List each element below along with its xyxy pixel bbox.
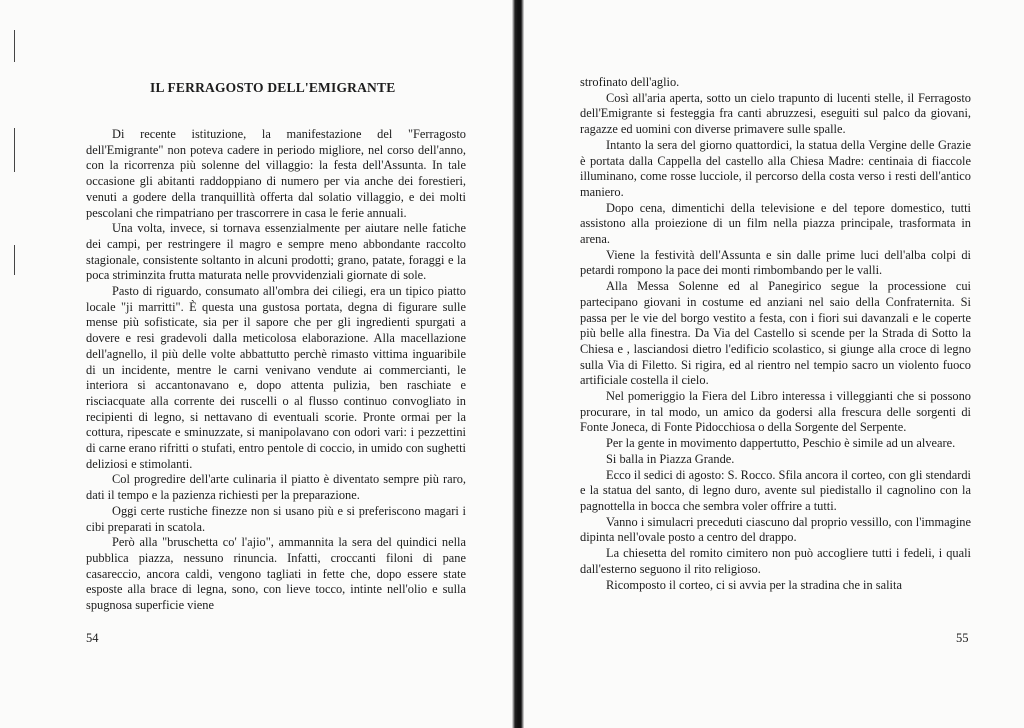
paragraph: Così all'aria aperta, sotto un cielo trapunto di lucenti stelle, il Ferragosto dell'Emigrante si festeggia fra canti abruzzesi, eseguiti sul palco da giovani, ragazze ed uomini con diverse primavere sulle spalle. — [580, 90, 971, 137]
page-number-left: 54 — [86, 631, 99, 645]
paragraph: Intanto la sera del giorno quattordici, la statua della Vergine delle Grazie è portata dalla Cappella del castello alla Chiesa Madre: centinaia di fiaccole illuminano, come rosse lucciole, il percorso della costa verso i resti dell'antico maniero. — [580, 137, 971, 199]
paragraph: La chiesetta del romito cimitero non può accogliere tutti i fedeli, i quali dall'esterno seguono il rito religioso. — [580, 546, 971, 576]
paragraph: Per la gente in movimento dappertutto, Peschio è simile ad un alveare. — [606, 436, 956, 451]
left-text-column — [86, 127, 466, 614]
paragraph: Vanno i simulacri preceduti ciascuno dal proprio vessillo, con l'immagine dipinta nell'ovale posto a centro del drappo. — [580, 514, 971, 545]
paragraph: Alla Messa Solenne ed al Panegirico segue la processione cui partecipano giovani in costume ed anziani nel saio della Confraternita. Si passa per le vie del borgo vestito a festa, con i fiori sui davanzali e le coperte più belle alla finestra. Da Via del Castello si scende per la Strada di Sotto la Chiesa e , lasciandosi dietro l'edificio scolastico, si giunge alla croce di legno sulla Via di Filetto. Si rigira, ed al rientro nel tempio sacro un violento fuoco artificiale costella il cielo. — [580, 279, 971, 388]
chapter-title: IL FERRAGOSTO DELL'EMIGRANTE — [150, 80, 396, 95]
page-number-right: 55 — [956, 631, 969, 645]
paragraph: Ecco il sedici di agosto: S. Rocco. Sfila ancora il corteo, con gli stendardi e la statua del santo, di legno duro, avente sul piedistallo il cagnolino con la pagnottella in bocca che sembra voler offrire a tutti. — [580, 467, 971, 513]
paragraph: Una volta, invece, si tornava essenzialmente per aiutare nelle fatiche dei campi, per restringere il magro e sempre meno abbondante raccolto stagionale, consistente soltanto in alcuni prodotti; grano, patate, foraggi e la poca striminzita frutta maturata nelle provvidenziali giornate di sole. — [86, 221, 466, 283]
paragraph: Di recente istituzione, la manifestazione del "Ferragosto dell'Emigrante" non poteva cadere in periodo migliore, nel corso dell'anno, con la ricorrenza più solenne del villaggio: la festa dell'Assunta. In tale occasione gli abitanti raddoppiano di numero per via anche dei forestieri, venuti a godere della tranquillità offerta dal solatio villaggio, e dei molti pescolani che rimpatriano per trascorrere in casa le ferie annuali. — [86, 127, 466, 220]
paragraph: Dopo cena, dimentichi della televisione e del tepore domestico, tutti assistono alla proiezione di un film nella piazza principale, trasformata in arena. — [580, 200, 971, 247]
margin-mark — [14, 245, 15, 275]
paragraph: Ricomposto il corteo, ci si avvia per la stradina che in salita — [606, 577, 902, 592]
margin-mark — [14, 30, 15, 62]
paragraph: Pasto di riguardo, consumato all'ombra dei ciliegi, era un tipico piatto locale "ji marritti". È questa una gustosa portata, degna di figurare sulle mense più sofisticate, sia per il sapore che per gli ingredienti spurgati a dovere e resi gradevoli dalla meticolosa elaborazione. Alla macellazione dell'agnello, il più delle volte abbattutto perchè rimasto vittima inguaribile di un incidente, mentre le carni venivano vendute ai commercianti, le interiora si accantonavano e, dopo attenta pulizia, ben raschiate e risciacquate alla corrente dei ruscelli o al flusso continuo convogliato in recipienti di legno, si nettavano di eventuali scorie. Pronte ormai per la cottura, ripescate e sminuzzate, si manipolavano con odori vari: i pezzettini di carne erano rifritti o stufati, entro pentole di coccio, in umido con sughetti deliziosi e stimolanti. — [86, 284, 466, 471]
margin-mark — [14, 128, 15, 172]
paragraph: Col progredire dell'arte culinaria il piatto è diventato sempre più raro, dati il tempo e la pazienza richiesti per la preparazione. — [86, 472, 466, 503]
paragraph: Nel pomeriggio la Fiera del Libro interessa i villeggianti che si possono procurare, in tal modo, un amico da godersi alla frescura delle sorgenti di Fonte Joneca, di Fonte Pidocchiosa o della Sorgente del Serpente. — [580, 389, 971, 435]
right-text-column — [580, 75, 971, 593]
paragraph: Si balla in Piazza Grande. — [606, 451, 735, 466]
paragraph: Viene la festività dell'Assunta e sin dalle prime luci dell'alba colpi di petardi rompono la pace dei monti rimbombando per le valli. — [580, 247, 971, 278]
book-gutter — [512, 0, 524, 728]
continuation-line: strofinato dell'aglio. — [580, 75, 680, 89]
paragraph: Però alla "bruschetta co' l'ajio", ammannita la sera del quindici nella pubblica piazza, nessuno rinuncia. Infatti, croccanti filoni di pane casareccio, ancora caldi, vengono tagliati in fette che, dopo essere state esposte alla brace di legna, sono, con lieve tocco, intinte nell'olio e sulla spugnosa superficie viene — [86, 535, 466, 613]
paragraph: Oggi certe rustiche finezze non si usano più e si preferiscono magari i cibi preparati in scatola. — [86, 503, 466, 534]
